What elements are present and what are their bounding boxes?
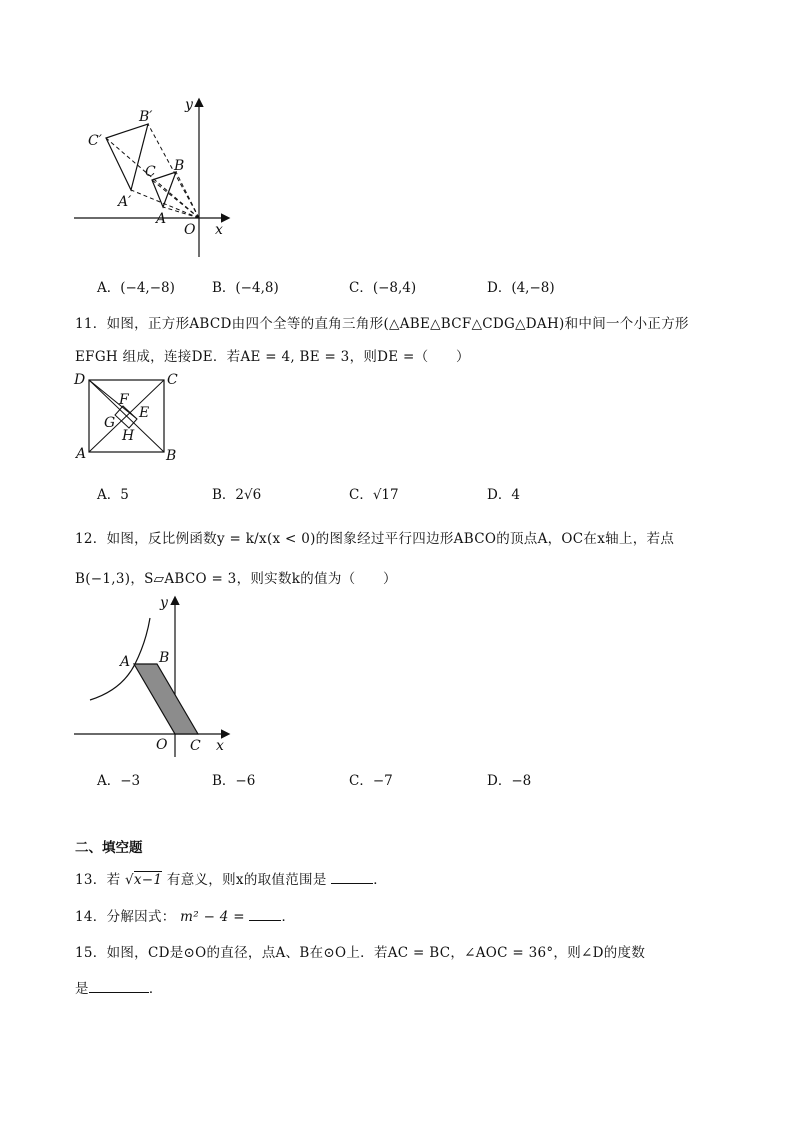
q11-line2: EFGH 组成，连接DE．若AE = 4, BE = 3，则DE =（ ）: [75, 349, 470, 365]
label-c-prime: C′: [88, 133, 102, 149]
q12-option-b: B．−6: [212, 773, 256, 789]
q15-line2-prefix: 是: [75, 981, 89, 997]
label-g: G: [104, 415, 116, 431]
q13-answer-blank[interactable]: [331, 871, 373, 884]
q12-option-d: D．−8: [487, 773, 532, 789]
q11-line1: 11．如图，正方形ABCD由四个全等的直角三角形(△ABE△BCF△CDG△DAH)和中间一个小正方形: [75, 316, 689, 332]
q11-option-b: B．2√6: [212, 487, 262, 503]
label-a: A: [76, 446, 87, 462]
label-b: B: [174, 158, 185, 174]
label-b: B: [166, 448, 177, 464]
q14-end: ．: [281, 909, 296, 925]
q12-option-a: A．−3: [97, 773, 141, 789]
parallelogram-abco: [134, 664, 198, 734]
label-c: C: [167, 372, 178, 388]
label-y: y: [160, 595, 168, 611]
label-o: O: [156, 737, 168, 753]
q12-line2: B(−1,3)，S▱ABCO = 3，则实数k的值为（ ）: [75, 571, 397, 587]
q14: [75, 905, 295, 925]
q15-line2: [75, 977, 163, 997]
q10-option-a: A．(−4,−8): [97, 280, 175, 296]
figure-q10: [70, 95, 240, 265]
label-e: E: [139, 405, 150, 421]
q10-option-b: B．(−4,8): [212, 280, 279, 296]
q14-answer-blank[interactable]: [249, 908, 281, 921]
q15-line1: 15．如图，CD是⊙O的直径，点A、B在⊙O上．若AC = BC，∠AOC = 36°，则∠D的度数: [75, 945, 646, 961]
q12-option-c: C．−7: [349, 773, 393, 789]
figure-q11: [70, 366, 190, 466]
figure-q12: [70, 592, 240, 762]
q10-option-d: D．(4,−8): [487, 280, 555, 296]
label-a: A: [156, 211, 167, 227]
q13-radicand: x−1: [133, 872, 163, 888]
label-o: O: [184, 222, 196, 238]
triangle-apbpcp: [106, 124, 148, 190]
q11-option-d: D．4: [487, 487, 520, 503]
sqrt-symbol: √: [124, 872, 134, 888]
q13-end: ．: [373, 872, 388, 888]
label-a: A: [120, 654, 131, 670]
section-title-fill-in: 二、填空题: [75, 840, 143, 856]
label-c: C: [145, 164, 156, 180]
q11-option-a: A．5: [97, 487, 129, 503]
label-y: y: [185, 97, 193, 113]
label-a-prime: A′: [118, 194, 132, 210]
q14-prefix: 14．分解因式：: [75, 909, 176, 925]
q14-expr: m² − 4 =: [180, 909, 245, 925]
label-b-prime: B′: [139, 109, 153, 125]
q15-answer-blank[interactable]: [89, 980, 149, 993]
q15-end: ．: [148, 981, 163, 997]
label-h: H: [122, 428, 135, 444]
label-c: C: [190, 738, 201, 754]
q12-line1: 12．如图，反比例函数y = k/x(x < 0)的图象经过平行四边形ABCO的顶点A，OC在x轴上，若点: [75, 531, 675, 547]
q13-suffix: 有意义，则x的取值范围是: [166, 872, 327, 888]
label-x: x: [216, 738, 224, 754]
q13-prefix: 13．若: [75, 872, 121, 888]
label-f: F: [119, 392, 129, 408]
label-d: D: [74, 372, 86, 388]
q11-option-c: C．√17: [349, 487, 399, 503]
q13: [75, 868, 387, 888]
label-b: B: [159, 650, 170, 666]
label-x: x: [215, 222, 223, 238]
q10-option-c: C．(−8,4): [349, 280, 417, 296]
